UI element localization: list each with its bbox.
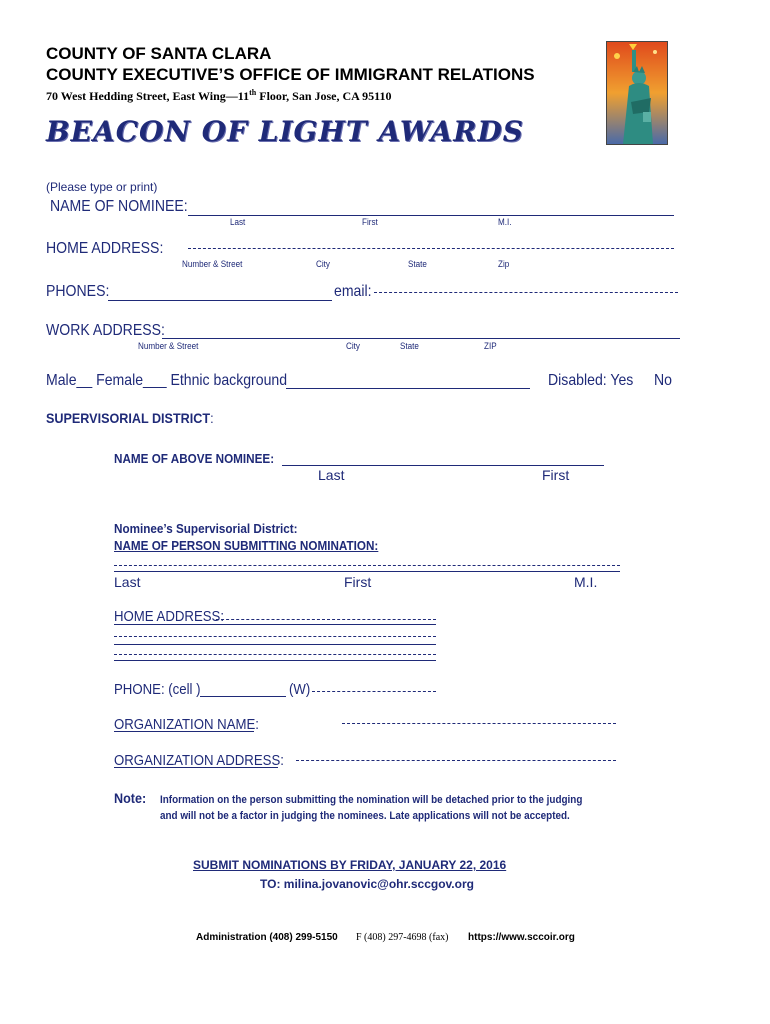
nominee-name-field[interactable] [188, 198, 674, 216]
work-street-sub: Number & Street [138, 341, 199, 351]
org-address-underline [114, 752, 278, 768]
county-name: COUNTY OF SANTA CLARA [46, 44, 272, 63]
footer-admin-phone: Administration (408) 299-5150 [196, 932, 338, 943]
work-address-field[interactable] [162, 322, 680, 339]
work-state-sub: State [400, 341, 419, 351]
submitter-home-field-3[interactable] [114, 654, 436, 655]
org-name-underline [114, 716, 254, 732]
submitter-home-underline-3 [114, 660, 436, 661]
org-name-label: ORGANIZATION NAME: [114, 716, 259, 733]
note-line-2: and will not be a factor in judging the nominees. Late applications will not be accepted. [160, 810, 570, 822]
home-state-sub: State [408, 259, 427, 269]
home-street-sub: Number & Street [182, 259, 243, 269]
office-address: 70 West Hedding Street, East Wing—11th Floor, San Jose, CA 95110 [46, 88, 392, 103]
award-title: BEACON OF LIGHT AWARDS [46, 115, 524, 148]
submitter-name-label: NAME OF PERSON SUBMITTING NOMINATION: [114, 538, 379, 553]
work-zip-sub: ZIP [484, 341, 497, 351]
nominee-name-label: NAME OF NOMINEE: [50, 198, 188, 215]
phones-field[interactable] [108, 284, 332, 301]
above-last-sub: Last [318, 467, 345, 483]
home-address-label: HOME ADDRESS: [46, 240, 164, 257]
supervisorial-district-label: SUPERVISORIAL DISTRICT: [46, 410, 214, 426]
above-nominee-label: NAME OF ABOVE NOMINEE: [114, 451, 275, 466]
submitter-home-underline-2 [114, 644, 436, 645]
submitter-first-sub: First [344, 574, 372, 590]
email-label: email: [334, 283, 372, 300]
org-address-field[interactable] [296, 760, 616, 761]
statue-of-liberty-icon [606, 41, 668, 145]
home-address-field[interactable] [188, 248, 674, 249]
submitter-mi-sub: M.I. [574, 574, 598, 590]
phones-label: PHONES: [46, 283, 110, 300]
submitter-name-field[interactable] [114, 565, 620, 566]
disabled-no[interactable]: No [654, 372, 672, 389]
nominee-district-label: Nominee’s Supervisorial District: [114, 521, 298, 536]
email-field[interactable] [374, 292, 678, 293]
org-address-label: ORGANIZATION ADDRESS: [114, 752, 284, 769]
office-name: COUNTY EXECUTIVE’S OFFICE OF IMMIGRANT RELATIONS [46, 65, 535, 84]
nominee-mi-sub: M.I. [498, 217, 512, 227]
nominee-first-sub: First [362, 217, 378, 227]
org-name-field[interactable] [342, 723, 616, 724]
footer-website[interactable]: https://www.sccoir.org [468, 932, 575, 943]
note-line-1: Information on the person submitting the nomination will be detached prior to the judging [160, 794, 583, 806]
work-address-label: WORK ADDRESS: [46, 322, 165, 339]
submitter-phone-cell-label: PHONE: (cell ) [114, 681, 201, 698]
submitter-home-underline [114, 624, 436, 625]
submit-deadline: SUBMIT NOMINATIONS BY FRIDAY, JANUARY 22, 2016 [193, 858, 507, 872]
nominee-last-sub: Last [230, 217, 246, 227]
ethnic-background-field[interactable] [286, 372, 530, 389]
gender-ethnic-label: Male__ Female___ Ethnic background [46, 372, 288, 389]
home-city-sub: City [316, 259, 330, 269]
home-zip-sub: Zip [498, 259, 510, 269]
submitter-phone-w-field[interactable] [312, 691, 436, 692]
submit-email[interactable]: TO: milina.jovanovic@ohr.sccgov.org [260, 877, 474, 891]
disabled-yes[interactable]: Disabled: Yes [548, 372, 634, 389]
footer-fax: F (408) 297-4698 (fax) [356, 932, 449, 943]
submitter-home-label: HOME ADDRESS: [114, 608, 225, 625]
work-city-sub: City [346, 341, 360, 351]
submitter-name-underline [114, 571, 620, 572]
submitter-home-field-1[interactable] [216, 619, 436, 620]
submitter-last-sub: Last [114, 574, 141, 590]
submitter-phone-w-label: (W) [289, 681, 311, 698]
above-first-sub: First [542, 467, 570, 483]
instruction-text: (Please type or print) [46, 180, 158, 194]
submitter-phone-cell-field[interactable] [200, 682, 286, 697]
submitter-home-field-2[interactable] [114, 636, 436, 637]
note-label: Note: [114, 790, 147, 806]
above-nominee-field[interactable] [282, 451, 604, 466]
